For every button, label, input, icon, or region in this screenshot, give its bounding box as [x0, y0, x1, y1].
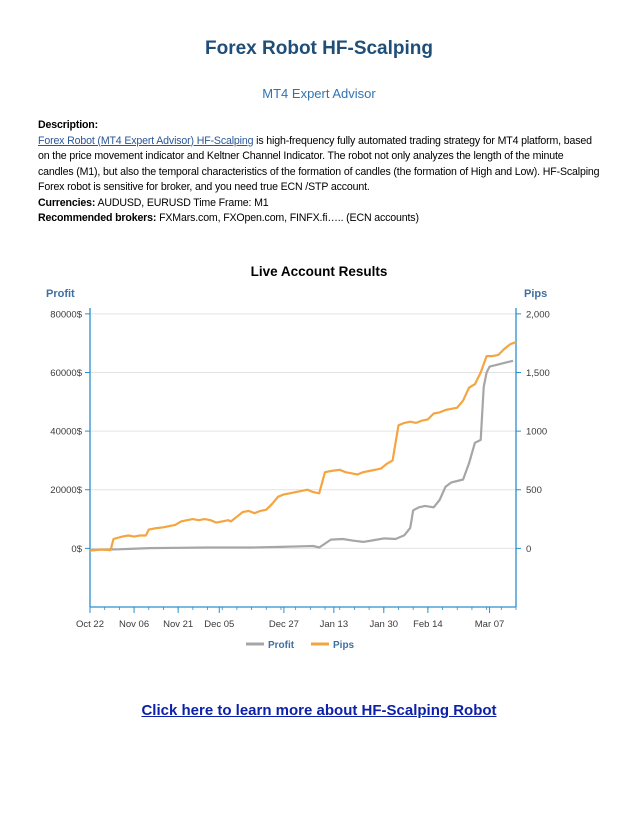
document-title: Forex Robot HF-Scalping [205, 38, 433, 59]
currencies-line [38, 196, 600, 212]
currencies-label: Currencies: [38, 196, 96, 209]
right-tick-label: 500 [526, 485, 542, 497]
x-tick-label: Nov 06 [119, 619, 150, 630]
results-chart [30, 283, 570, 663]
right-tick-label: 2,000 [526, 309, 550, 321]
x-tick-label: Dec 27 [268, 619, 299, 630]
currencies-value: AUDUSD, EURUSD Time Frame: M1 [95, 196, 269, 209]
legend-label-profit: Profit [268, 640, 295, 651]
chart-legend [246, 640, 355, 651]
description-paragraph [38, 134, 600, 196]
right-tick-label: 0 [526, 543, 532, 555]
robot-link[interactable]: Forex Robot (MT4 Expert Advisor) HF-Scalping [38, 134, 254, 147]
description-block [38, 118, 600, 227]
left-tick-label: 80000$ [50, 309, 82, 321]
legend-label-pips: Pips [333, 640, 355, 651]
brokers-line [38, 211, 600, 227]
x-tick-label: Feb 14 [413, 619, 443, 630]
series-line-profit [90, 361, 513, 550]
left-axis-title: Profit [46, 288, 75, 300]
left-tick-label: 20000$ [50, 485, 82, 497]
chart-section-title: Live Account Results [250, 264, 388, 279]
description-label: Description: [38, 119, 99, 131]
description-text: is high-frequency fully automated trading strategy for MT4 platform, based on the price movement indicator and Keltner Channel Indicator. The robot not only analyzes the length of the minute candles (M1), but also the temporal characteristics of the formation of candles (the formation of High and Low). HF-Scalping Forex robot is sensitive for broker, and you need true ECN /STP account. [38, 134, 600, 193]
x-tick-label: Mar 07 [474, 619, 505, 630]
left-tick-label: 40000$ [50, 426, 82, 438]
series-line-pips [90, 342, 516, 551]
left-tick-label: 0$ [71, 543, 82, 555]
brokers-label: Recommended brokers: [38, 212, 157, 224]
right-axis-title: Pips [524, 288, 548, 300]
x-tick-label: Jan 13 [319, 619, 349, 630]
right-tick-label: 1,500 [526, 367, 550, 379]
x-tick-label: Jan 30 [369, 619, 399, 630]
x-tick-label: Dec 05 [204, 619, 235, 630]
left-tick-label: 60000$ [50, 367, 82, 379]
right-tick-label: 1000 [526, 426, 548, 438]
brokers-value: FXMars.com, FXOpen.com, FINFX.fi….. (ECN accounts) [156, 212, 419, 224]
x-tick-label: Oct 22 [76, 619, 104, 630]
cta-container [0, 702, 638, 720]
document-subtitle: MT4 Expert Advisor [262, 86, 376, 101]
x-tick-label: Nov 21 [163, 619, 194, 630]
learn-more-link[interactable]: Click here to learn more about HF-Scalping Robot [141, 702, 497, 719]
